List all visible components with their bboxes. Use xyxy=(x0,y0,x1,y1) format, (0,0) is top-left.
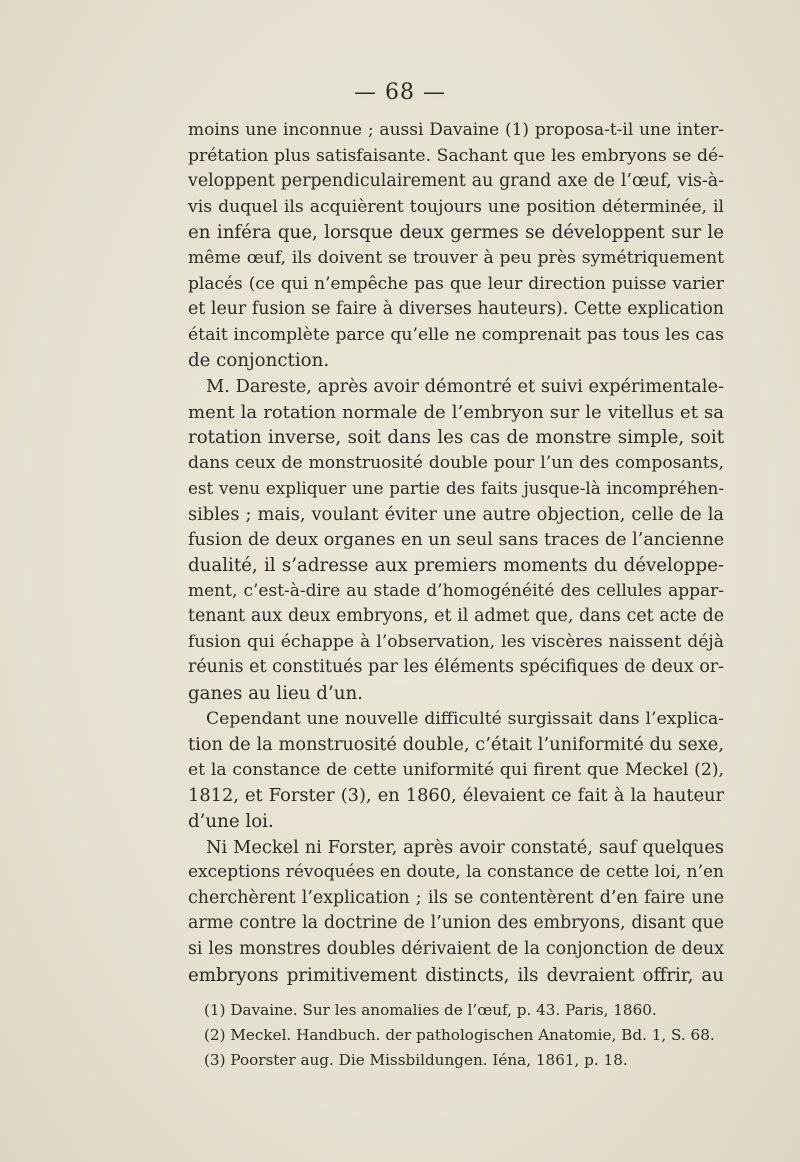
text-line: M. Dareste, après avoir démontré et suivi expérimentale- xyxy=(206,375,724,397)
text-line: prétation plus satisfaisante. Sachant que les embryons se dé- xyxy=(188,145,724,166)
text-line: et la constance de cette uniformité qui firent que Meckel (2), xyxy=(188,759,724,780)
text-line: cherchèrent l’explication ; ils se contentèrent d’en faire une xyxy=(188,887,724,908)
text-line: même œuf, ils doivent se trouver à peu près symétriquement xyxy=(188,247,724,268)
text-line: si les monstres doubles dérivaient de la conjonction de deux xyxy=(188,939,724,959)
text-line: réunis et constitués par les éléments spécifiques de deux or- xyxy=(188,657,724,678)
footnotes xyxy=(204,998,724,1073)
text-line: est venu expliquer une partie des faits jusque-là incompréhen- xyxy=(188,478,724,499)
text-line: et leur fusion se faire à diverses hauteurs). Cette explication xyxy=(188,299,724,320)
footnote-2: (2) Meckel. Handbuch. der pathologischen Anatomie, Bd. 1, S. 68. xyxy=(204,1026,715,1044)
text-line: veloppent perpendiculairement au grand axe de l’œuf, vis-à- xyxy=(188,171,724,192)
text-line: était incomplète parce qu’elle ne comprenait pas tous les cas xyxy=(188,324,724,345)
text-line: dualité, il s’adresse aux premiers moments du développe- xyxy=(188,555,724,577)
page-number: — 68 — xyxy=(354,80,446,105)
text-line: en inféra que, lorsque deux germes se développent sur le xyxy=(188,222,724,244)
text-line: ment, c’est-à-dire au stade d’homogénéité des cellules appar- xyxy=(188,580,724,601)
text-line: 1812, et Forster (3), en 1860, élevaient ce fait à la hauteur xyxy=(188,785,724,807)
text-line: de conjonction. xyxy=(188,350,330,372)
text-line: moins une inconnue ; aussi Davaine (1) proposa-t-il une inter- xyxy=(188,120,724,140)
text-line: fusion de deux organes en un seul sans traces de l’ancienne xyxy=(188,529,725,550)
footnote-3: (3) Poorster aug. Die Missbildungen. Iéna, 1861, p. 18. xyxy=(204,1051,628,1069)
text-line: placés (ce qui n’empêche pas que leur direction puisse varier xyxy=(188,273,724,294)
text-line: embryons primitivement distincts, ils devraient offrir, au xyxy=(188,964,724,986)
text-line: vis duquel ils acquièrent toujours une position déterminée, il xyxy=(188,196,724,217)
text-line: ment la rotation normale de l’embryon sur le vitellus et sa xyxy=(188,401,724,423)
text-line: sibles ; mais, voulant éviter une autre objection, celle de la xyxy=(188,503,724,525)
text-line: arme contre la doctrine de l’union des embryons, disant que xyxy=(188,913,724,934)
text-line: fusion qui échappe à l’observation, les viscères naissent déjà xyxy=(188,631,724,652)
text-line: rotation inverse, soit dans les cas de monstre simple, soit xyxy=(188,427,724,449)
text-line: ganes au lieu d’un. xyxy=(188,683,363,705)
text-line: tion de la monstruosité double, c’était l’uniformité du sexe, xyxy=(188,734,724,756)
footnote-1: (1) Davaine. Sur les anomalies de l’œuf, p. 43. Paris, 1860. xyxy=(204,1001,657,1019)
text-line: Ni Meckel ni Forster, après avoir constaté, sauf quelques xyxy=(206,836,724,858)
text-line: dans ceux de monstruosité double pour l’un des composants, xyxy=(188,452,724,473)
text-line: tenant aux deux embryons, et il admet que, dans cet acte de xyxy=(188,606,724,627)
text-line: d’une loi. xyxy=(188,811,274,833)
body-text xyxy=(188,118,724,988)
text-line: exceptions révoquées en doute, la constance de cette loi, n’en xyxy=(188,862,724,883)
text-line: Cependant une nouvelle difficulté surgissait dans l’explica- xyxy=(206,708,724,729)
